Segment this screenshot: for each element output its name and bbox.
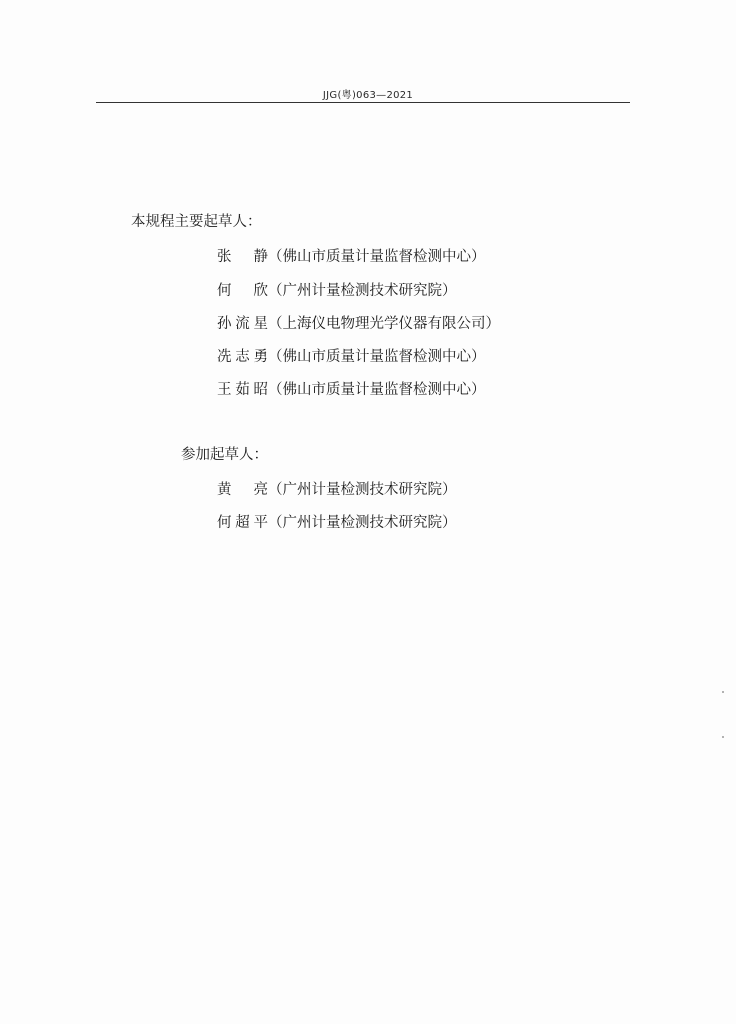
- drafter-name: 黄 亮: [217, 482, 268, 498]
- drafter-row: [217, 245, 486, 266]
- drafter-name: 冼志勇: [217, 349, 268, 365]
- drafter-row: [217, 279, 457, 300]
- drafter-row: [217, 312, 500, 333]
- drafter-row: [217, 345, 486, 366]
- drafter-name: 何 欣: [217, 283, 268, 299]
- scan-speck: [722, 736, 724, 738]
- drafter-organization: （广州计量检测技术研究院）: [268, 515, 457, 531]
- drafter-row: [217, 478, 457, 499]
- drafter-organization: （佛山市质量计量监督检测中心）: [268, 382, 486, 398]
- main-drafters-heading: 本规程主要起草人：: [131, 214, 262, 230]
- header-rule: [96, 102, 630, 103]
- drafter-name: 孙流星: [217, 316, 268, 332]
- drafter-organization: （佛山市质量计量监督检测中心）: [268, 349, 486, 365]
- drafter-organization: （广州计量检测技术研究院）: [268, 283, 457, 299]
- drafter-name: 王茹昭: [217, 382, 268, 398]
- drafter-row: [217, 378, 486, 399]
- drafter-row: [217, 511, 457, 532]
- standard-code: JJG(粤)063—2021: [322, 90, 414, 101]
- joint-drafters-heading: 参加起草人：: [181, 447, 268, 463]
- scan-speck: [722, 691, 724, 693]
- drafter-organization: （上海仪电物理光学仪器有限公司）: [268, 316, 500, 332]
- drafter-name: 何超平: [217, 515, 268, 531]
- drafter-name: 张 静: [217, 249, 268, 265]
- drafter-organization: （广州计量检测技术研究院）: [268, 482, 457, 498]
- drafter-organization: （佛山市质量计量监督检测中心）: [268, 249, 486, 265]
